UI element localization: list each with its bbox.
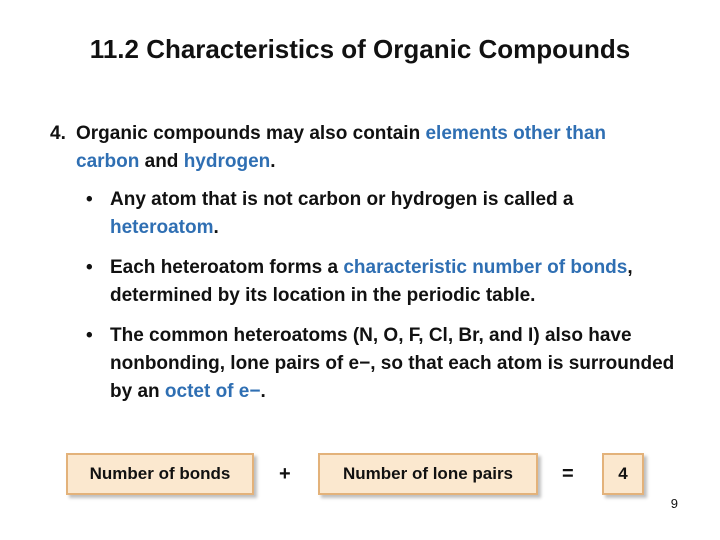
point-text-before: Organic compounds may also contain — [76, 123, 426, 144]
bullet-list — [86, 186, 686, 418]
bullet-dot: • — [86, 189, 93, 210]
bullet-text-before: Any atom that is not carbon or hydrogen is called a — [110, 189, 574, 210]
bullet-text-before: Each heteroatom forms a — [110, 257, 344, 278]
point-highlight-2: hydrogen — [183, 151, 271, 172]
number-of-lone-pairs-box: Number of lone pairs — [318, 453, 538, 495]
bullet-text-after: . — [260, 381, 266, 402]
bullet-item — [86, 322, 686, 406]
bullet-highlight: characteristic number of bonds — [343, 257, 628, 278]
point-text — [50, 120, 660, 176]
bullet-dot: • — [86, 257, 93, 278]
bullet-item — [86, 186, 686, 242]
result-box: 4 — [602, 453, 644, 495]
point-highlight: elements other than carbon — [76, 123, 607, 172]
point-4 — [50, 120, 660, 176]
point-text-mid: and — [139, 151, 184, 172]
point-number: 4. — [50, 123, 66, 144]
bond-equation — [0, 453, 720, 499]
plus-sign: + — [279, 463, 291, 485]
number-of-bonds-box: Number of bonds — [66, 453, 254, 495]
bullet-highlight: heteroatom — [110, 217, 214, 238]
slide-title: 11.2 Characteristics of Organic Compounds — [89, 34, 631, 64]
bullet-dot: • — [86, 325, 93, 346]
bullet-text-after: . — [213, 217, 219, 238]
equals-sign: = — [562, 463, 574, 485]
point-text-after: . — [270, 151, 276, 172]
bullet-highlight: octet of e− — [164, 381, 261, 402]
bullet-text-before: The common heteroatoms (N, O, F, Cl, Br, and I) also have nonbonding, lone pairs of e−, so that each atom is surrounded by an — [110, 325, 675, 402]
bullet-item — [86, 254, 686, 310]
page-number: 9 — [670, 496, 678, 511]
bullet-text-after: , determined by its location in the periodic table. — [110, 257, 633, 306]
